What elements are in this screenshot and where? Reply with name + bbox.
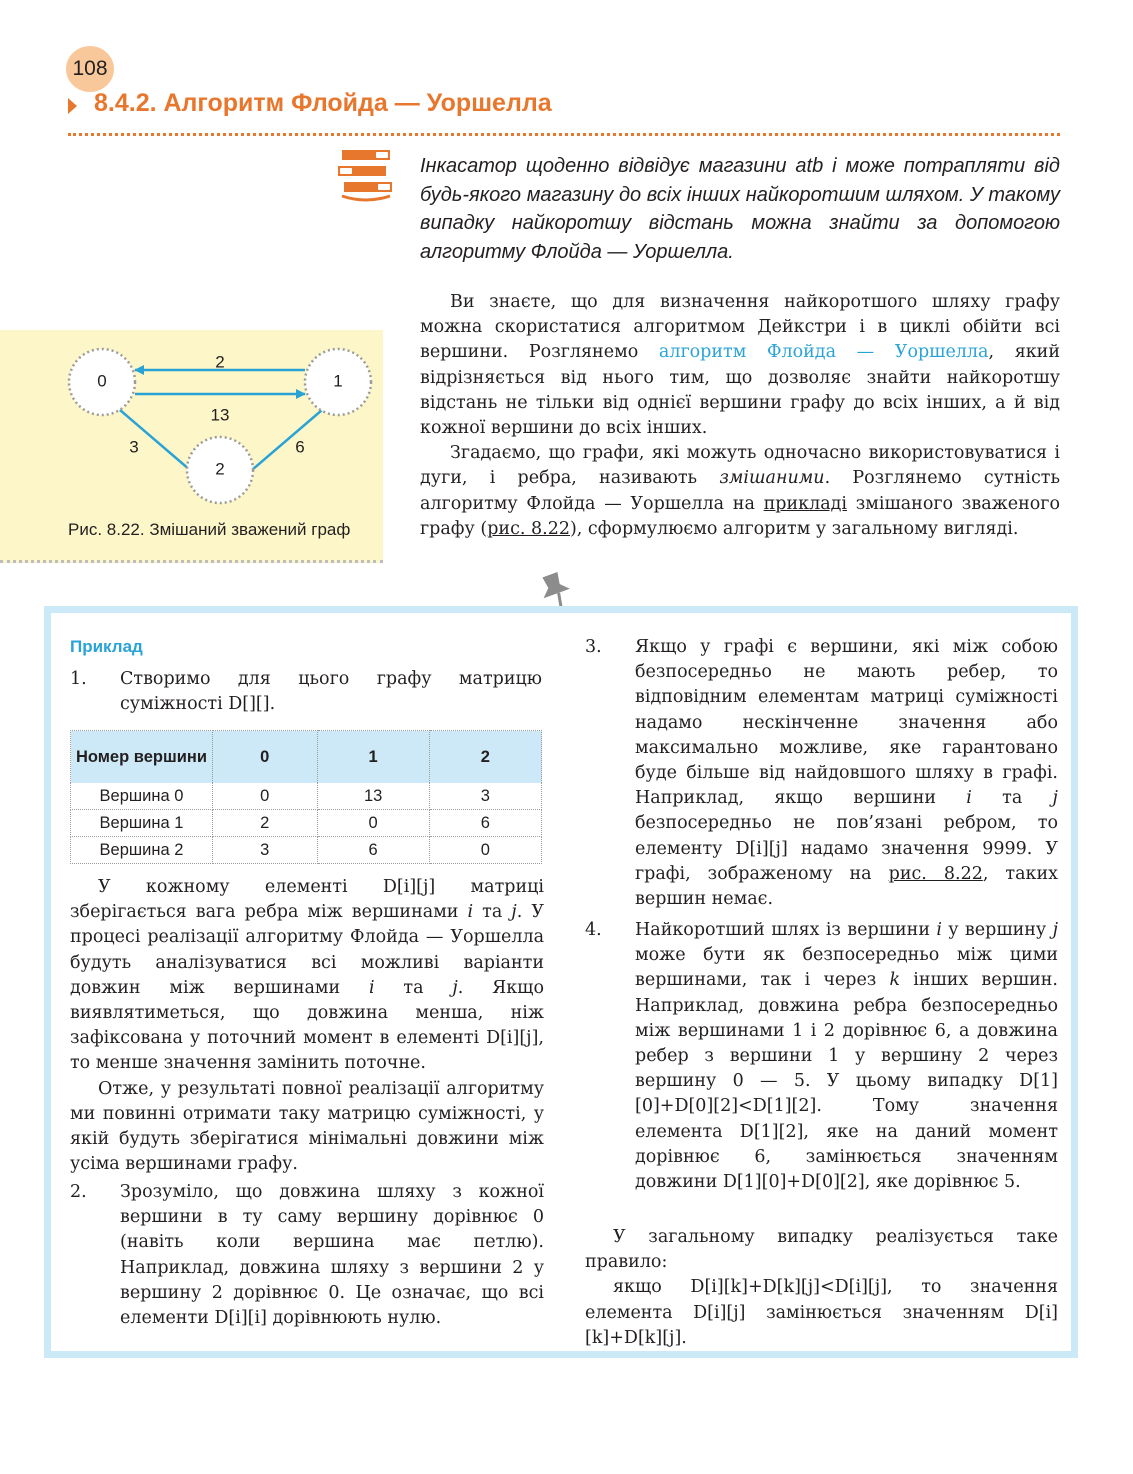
graph-node-label: 0 <box>97 371 107 391</box>
table-cell: 2 <box>212 810 317 837</box>
table-cell: 6 <box>317 837 429 864</box>
item-1-number: 1. <box>70 669 87 689</box>
table-header-cell: 2 <box>429 731 541 784</box>
graph-nodes <box>69 349 371 503</box>
page-number: 108 <box>66 46 114 92</box>
example-paragraph-1: У кожному елементі D[i][j] матриці зберігається вага ребра між вершинами i та j. У процесі реалізації алгоритму Флойда — Уоршелла будуть аналізуватися всі можливі варіанти довжин між вершинами i та j. Якщо виявлятиметься, що довжина менша, ніж зафіксована у поточний момент в елементі D[i][j], то менше значення замінить поточне. <box>70 877 544 1074</box>
item-4-number: 4. <box>585 920 602 940</box>
edge-weight-label: 6 <box>295 437 305 457</box>
table-header-cell: 1 <box>317 731 429 784</box>
table-cell: Вершина 0 <box>71 783 213 810</box>
edge-weight-label: 3 <box>129 437 139 457</box>
table-row <box>71 837 542 864</box>
table-header-cell: 0 <box>212 731 317 784</box>
table-row <box>71 810 542 837</box>
rule-paragraph-1: У загальному випадку реалізується таке правило: <box>585 1227 1058 1273</box>
example-left-text <box>70 875 544 1177</box>
section-heading: 8.4.2. Алгоритм Флойда — Уоршелла <box>94 89 552 117</box>
rule-paragraph-2: якщо D[i][k]+D[k][j]<D[i][j], то значення елемента D[i][j] замінюється значенням D[i][k]+D[k][j]. <box>585 1277 1058 1348</box>
table-cell: 0 <box>212 783 317 810</box>
table-cell: 3 <box>429 783 541 810</box>
general-rule-text <box>585 1225 1058 1351</box>
table-cell: 0 <box>317 810 429 837</box>
heading-divider <box>68 133 1060 136</box>
item-3-number: 3. <box>585 637 602 657</box>
item-3-text: Якщо у графі є вершини, які між собою безпосередньо не мають ребер, то відповідним елементам матриці суміжності надамо нескінченне значення або максимально можливе, яке гарантовано буде більше від найдовшого шляху в графі. Наприклад, якщо вершини i та j безпосередньо не пов’язані ребром, то елементу D[i][j] надамо значення 9999. У графі, зображеному на рис. 8.22, таких вершин немає. <box>635 637 1059 910</box>
item-2-text: Зрозуміло, що довжина шляху з кожної вершини в ту саму вершину дорівнює 0 (навіть коли вершина має петлю). Наприклад, довжина шляху з вершини 2 у вершину 2 дорівнює 0. Це означає, що всі елементи D[i][i] дорівнюють нулю. <box>120 1182 544 1329</box>
example-paragraph-2: Отже, у результаті повної реалізації алгоритму ми повинні отримати таку матрицю суміжності, у якій будуть зберігатися мінімальні довжини між усіма вершинами графу. <box>70 1078 544 1175</box>
table-cell: 0 <box>429 837 541 864</box>
example-title: Приклад <box>70 637 143 656</box>
item-1-text: Створимо для цього графу матрицю суміжності D[][]. <box>120 669 542 715</box>
item-2-number: 2. <box>70 1182 87 1202</box>
table-header-cell: Номер вершини <box>71 731 213 784</box>
table-cell: Вершина 2 <box>71 837 213 864</box>
table-cell: 6 <box>429 810 541 837</box>
intro-text: Інкасатор щоденно відвідує магазини atb і може потрапляти від будь-якого магазину до всіх інших найкоротшим шляхом. У такому випадку найкоротшу відстань можна знайти за допомогою алгоритму Флойда — Уоршелла. <box>420 155 1060 263</box>
table-header-row <box>71 731 542 784</box>
edge-weight-label: 13 <box>210 405 230 425</box>
heading-marker-icon <box>68 98 77 114</box>
body-text <box>420 290 1060 542</box>
figure-link[interactable]: рис. 8.22 <box>487 518 570 539</box>
table-cell: 3 <box>212 837 317 864</box>
floyd-warshall-link[interactable]: алгоритм Флойда — Уоршелла <box>658 342 989 363</box>
example-link[interactable]: прикладі <box>763 493 848 514</box>
table-row <box>71 783 542 810</box>
books-icon <box>336 146 396 204</box>
body-paragraph-1: Ви знаєте, що для визначення найкоротшого шляху графу можна скористатися алгоритмом Дейкстри і в циклі обійти всі вершини. Розглянемо алгоритм Флойда — Уоршелла, який відрізняється від нього тим, що дозволяє знайти найкоротшу відстань не тільки від однієї вершини графу до всіх інших, а й від кожної вершини до всіх інших. <box>420 292 1060 439</box>
body-paragraph-2: Згадаємо, що графи, які можуть одночасно використовуватися і дуги, і ребра, називають змішаними. Розглянемо сутність алгоритму Флойда — Уоршелла на прикладі змішаного зваженого графу (рис. 8.22), сформулюємо алгоритм у загальному вигляді. <box>420 443 1060 539</box>
graph-edge-2-1 <box>252 410 322 470</box>
table-cell: 13 <box>317 783 429 810</box>
table-cell: Вершина 1 <box>71 810 213 837</box>
item-4-text: Найкоротший шлях із вершини i у вершину j може бути як безпосередньо між цими вершинами, так і через k інших вершин. Наприклад, довжина ребра безпосередньо між вершинами 1 і 2 дорівнює 6, а довжина ребер з вершини 1 у вершину 2 через вершину 0 — 5. У цьому випадку D[1][0]+D[0][2]<D[1][2]. Тому значення елемента D[1][2], яке на даний момент дорівнює 6, замінюється значенням довжини D[1][0]+D[0][2], яке дорівнює 5. <box>635 920 1058 1193</box>
figure-caption: Рис. 8.22. Змішаний зважений граф <box>68 520 351 539</box>
graph-node-label: 1 <box>333 371 343 391</box>
edge-weight-label: 2 <box>215 352 225 372</box>
mixed-weighted-graph <box>0 330 383 520</box>
graph-node-label: 2 <box>215 459 225 479</box>
adjacency-matrix-table <box>70 730 542 864</box>
figure-link[interactable]: рис. 8.22 <box>888 863 983 884</box>
